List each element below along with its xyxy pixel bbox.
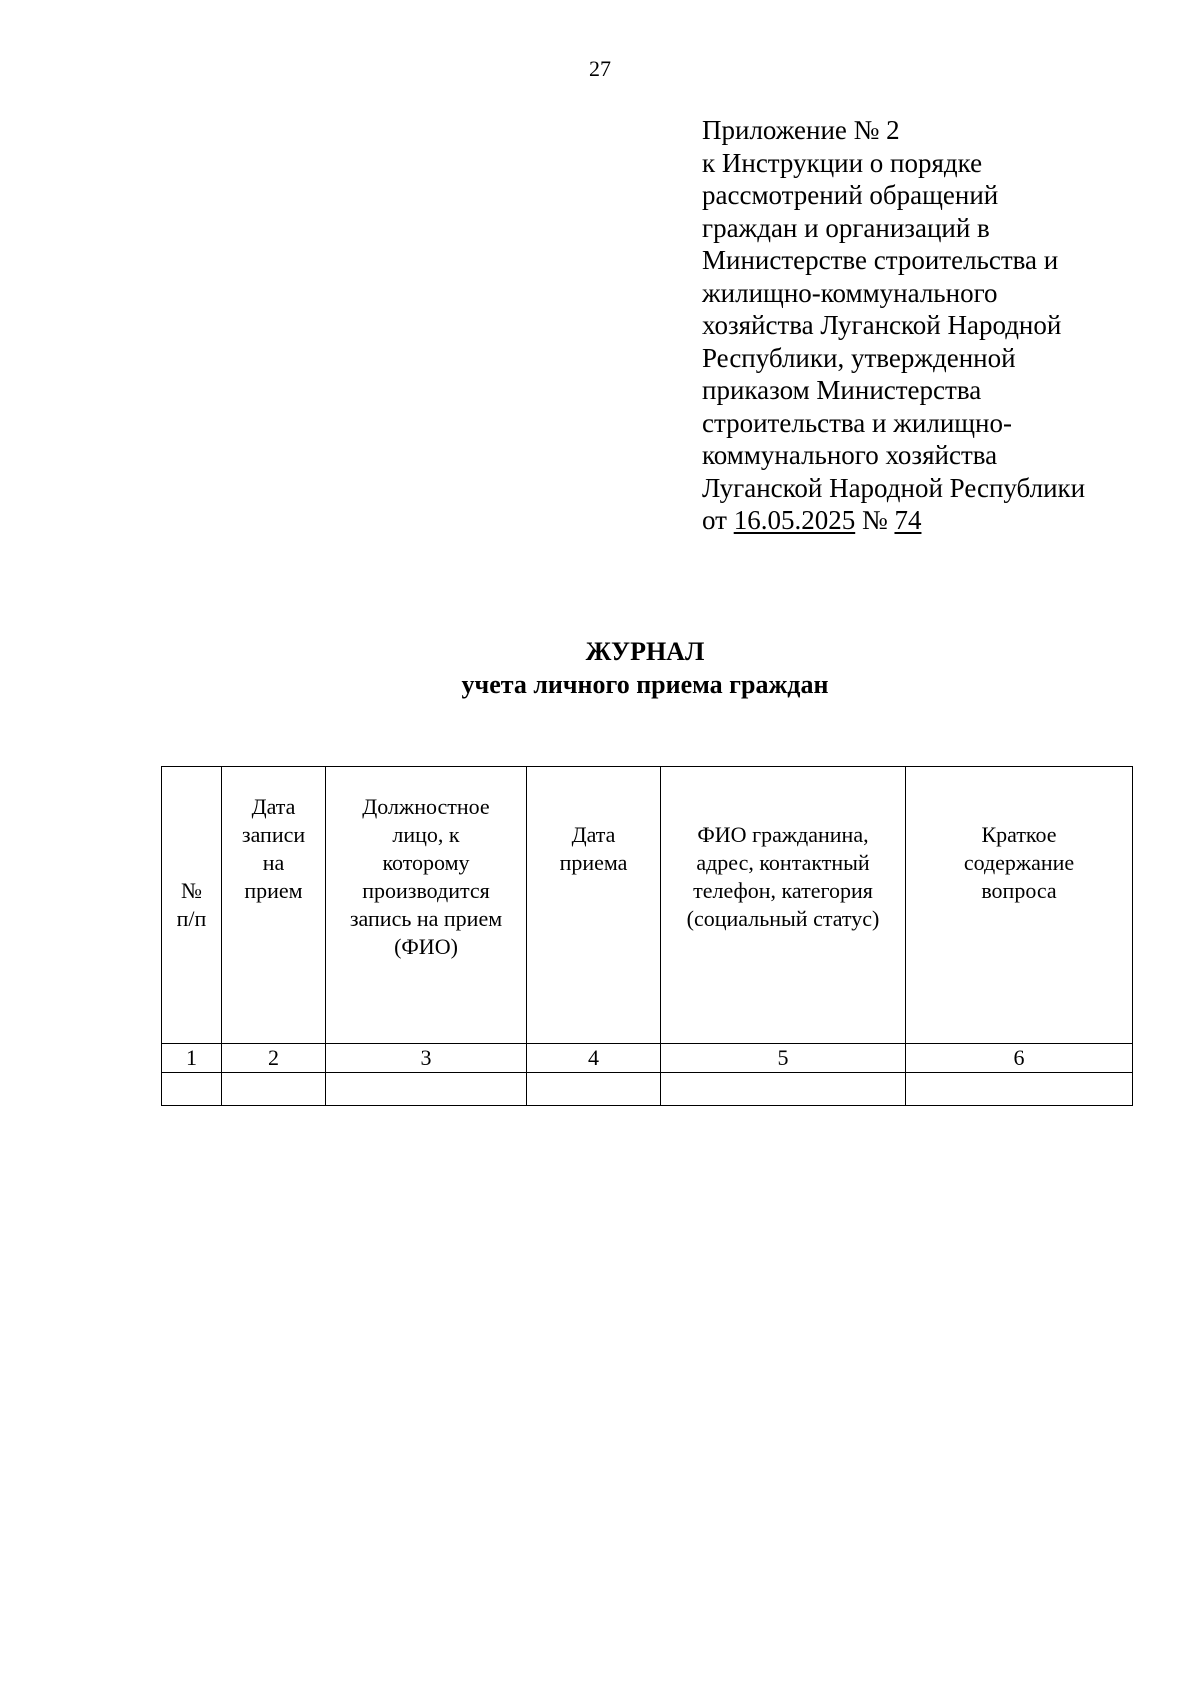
- empty-entry-row: [162, 1073, 1133, 1106]
- column-number: 6: [906, 1044, 1133, 1073]
- title-line-2: учета личного приема граждан: [461, 670, 829, 699]
- appendix-line: Министерстве строительства и: [702, 245, 1059, 275]
- header-text: телефон, категория: [693, 878, 873, 903]
- header-cell-record-date: [222, 767, 326, 1044]
- column-number: 3: [326, 1044, 527, 1073]
- page-number: 27: [589, 56, 611, 81]
- appendix-line: коммунального хозяйства: [702, 440, 998, 470]
- order-number: 74: [894, 505, 922, 535]
- journal-table: [161, 766, 1133, 1106]
- column-number-row: [162, 1044, 1133, 1073]
- empty-cell: [222, 1073, 326, 1106]
- header-text: Краткое: [981, 822, 1057, 847]
- header-cell-reception-date: [527, 767, 661, 1044]
- appendix-header: [702, 114, 1172, 537]
- column-number: 5: [661, 1044, 906, 1073]
- appendix-line: хозяйства Луганской Народной: [702, 310, 1062, 340]
- appendix-line: строительства и жилищно-: [702, 407, 1012, 438]
- header-text: вопроса: [981, 878, 1057, 903]
- header-text: №: [181, 878, 202, 903]
- column-number: 4: [527, 1044, 661, 1073]
- number-sign: №: [855, 505, 895, 535]
- header-text: (ФИО): [394, 934, 458, 959]
- header-text: прием: [244, 878, 303, 903]
- header-text: Дата: [571, 822, 616, 847]
- appendix-line: Луганской Народной Республики: [702, 472, 1086, 503]
- header-text: адрес, контактный: [696, 850, 870, 875]
- header-cell-summary: [906, 767, 1133, 1044]
- appendix-line: к Инструкции о порядке: [702, 147, 983, 178]
- header-text: п/п: [176, 906, 207, 931]
- title-line-1: ЖУРНАЛ: [585, 637, 705, 666]
- header-text: Дата: [251, 794, 296, 819]
- appendix-line: граждан и организаций в: [702, 212, 990, 243]
- header-text: лицо, к: [392, 822, 460, 847]
- header-text: записи: [241, 822, 306, 847]
- order-date: 16.05.2025: [733, 505, 856, 535]
- header-cell-official: [326, 767, 527, 1044]
- header-text: производится: [362, 878, 490, 903]
- header-cell-citizen-info: [661, 767, 906, 1044]
- appendix-line: Республики, утвержденной: [702, 342, 1016, 373]
- header-text: которому: [382, 850, 470, 875]
- empty-cell: [326, 1073, 527, 1106]
- empty-cell: [661, 1073, 906, 1106]
- empty-cell: [906, 1073, 1133, 1106]
- header-text: на: [262, 850, 285, 875]
- header-text: приема: [559, 850, 628, 875]
- header-text: (социальный статус): [686, 906, 880, 931]
- column-number: 2: [222, 1044, 326, 1073]
- header-cell-number: [162, 767, 222, 1044]
- header-text: запись на прием: [349, 906, 503, 931]
- document-title: [0, 635, 1200, 701]
- appendix-line: Приложение № 2: [702, 115, 900, 145]
- appendix-line: жилищно-коммунального: [702, 277, 998, 308]
- appendix-date-line: [702, 504, 1172, 537]
- column-number: 1: [162, 1044, 222, 1073]
- date-prefix: от: [702, 505, 734, 535]
- empty-cell: [527, 1073, 661, 1106]
- empty-cell: [162, 1073, 222, 1106]
- header-text: ФИО гражданина,: [697, 822, 869, 847]
- appendix-line: рассмотрений обращений: [702, 180, 999, 210]
- header-text: содержание: [963, 850, 1075, 875]
- header-text: Должностное: [362, 794, 490, 819]
- appendix-line: приказом Министерства: [702, 375, 982, 405]
- table-header-row: [162, 767, 1133, 1044]
